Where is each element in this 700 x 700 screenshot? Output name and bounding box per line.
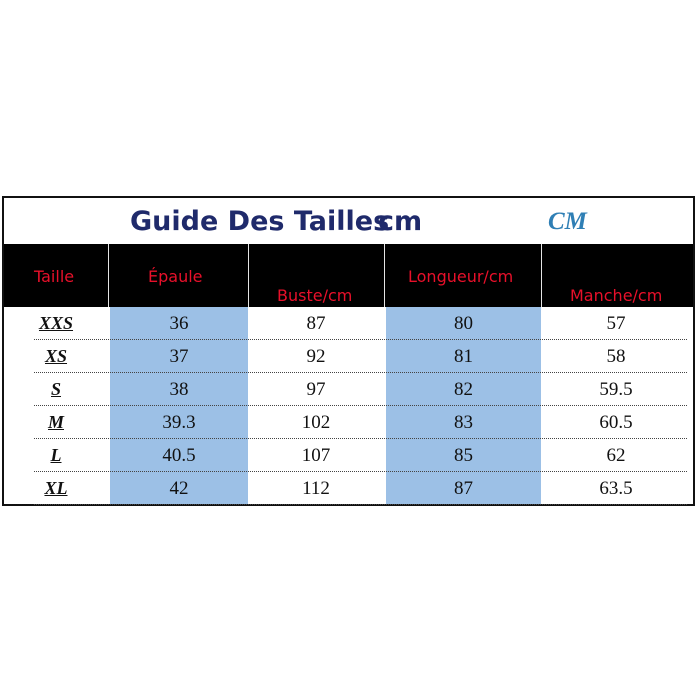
longueur-cell: 80 xyxy=(454,312,473,334)
size-chart xyxy=(2,196,695,506)
manche-cell: 59.5 xyxy=(599,378,633,400)
buste-cell: 97 xyxy=(306,378,326,400)
table-row xyxy=(4,472,693,505)
longueur-cell: 83 xyxy=(454,411,473,433)
header-buste: Buste/cm xyxy=(277,286,353,305)
header-longueur: Longueur/cm xyxy=(408,267,514,286)
header-taille: Taille xyxy=(34,267,75,286)
size-cell: L xyxy=(50,445,62,465)
longueur-cell: 82 xyxy=(454,378,473,400)
table-body xyxy=(4,307,693,504)
row-separator xyxy=(34,504,687,505)
epaule-cell: 38 xyxy=(169,378,189,400)
longueur-cell: 85 xyxy=(454,444,473,466)
longueur-cell: 87 xyxy=(454,477,473,499)
header-manche: Manche/cm xyxy=(570,286,663,305)
header-row xyxy=(4,244,693,307)
table-row xyxy=(4,340,693,373)
manche-cell: 60.5 xyxy=(599,411,633,433)
manche-cell: 63.5 xyxy=(599,477,633,499)
manche-cell: 62 xyxy=(606,444,626,466)
epaule-cell: 36 xyxy=(169,312,189,334)
buste-cell: 92 xyxy=(306,345,326,367)
chart-title: Guide Des Tailles xyxy=(130,206,390,237)
size-cell: S xyxy=(50,379,61,399)
epaule-cell: 42 xyxy=(169,477,189,499)
size-cell: M xyxy=(47,412,64,432)
epaule-cell: 37 xyxy=(169,345,189,367)
table-row xyxy=(4,373,693,406)
size-cell: XS xyxy=(44,346,68,366)
manche-cell: 57 xyxy=(606,312,626,334)
header-divider xyxy=(541,244,542,307)
header-divider xyxy=(384,244,385,307)
title-unit-alt: CM xyxy=(548,208,587,235)
manche-cell: 58 xyxy=(606,345,626,367)
buste-cell: 107 xyxy=(301,444,331,466)
table-row xyxy=(4,307,693,340)
size-cell: XXS xyxy=(38,313,74,333)
table-row xyxy=(4,439,693,472)
header-divider xyxy=(248,244,249,307)
title-row xyxy=(4,198,693,244)
longueur-cell: 81 xyxy=(454,345,473,367)
buste-cell: 112 xyxy=(302,477,330,499)
buste-cell: 87 xyxy=(306,312,326,334)
buste-cell: 102 xyxy=(301,411,331,433)
epaule-cell: 39.3 xyxy=(162,411,196,433)
header-divider xyxy=(108,244,109,307)
epaule-cell: 40.5 xyxy=(162,444,196,466)
size-cell: XL xyxy=(44,478,68,498)
table-row xyxy=(4,406,693,439)
header-epaule: Épaule xyxy=(148,267,203,286)
title-unit: cm xyxy=(378,206,423,237)
